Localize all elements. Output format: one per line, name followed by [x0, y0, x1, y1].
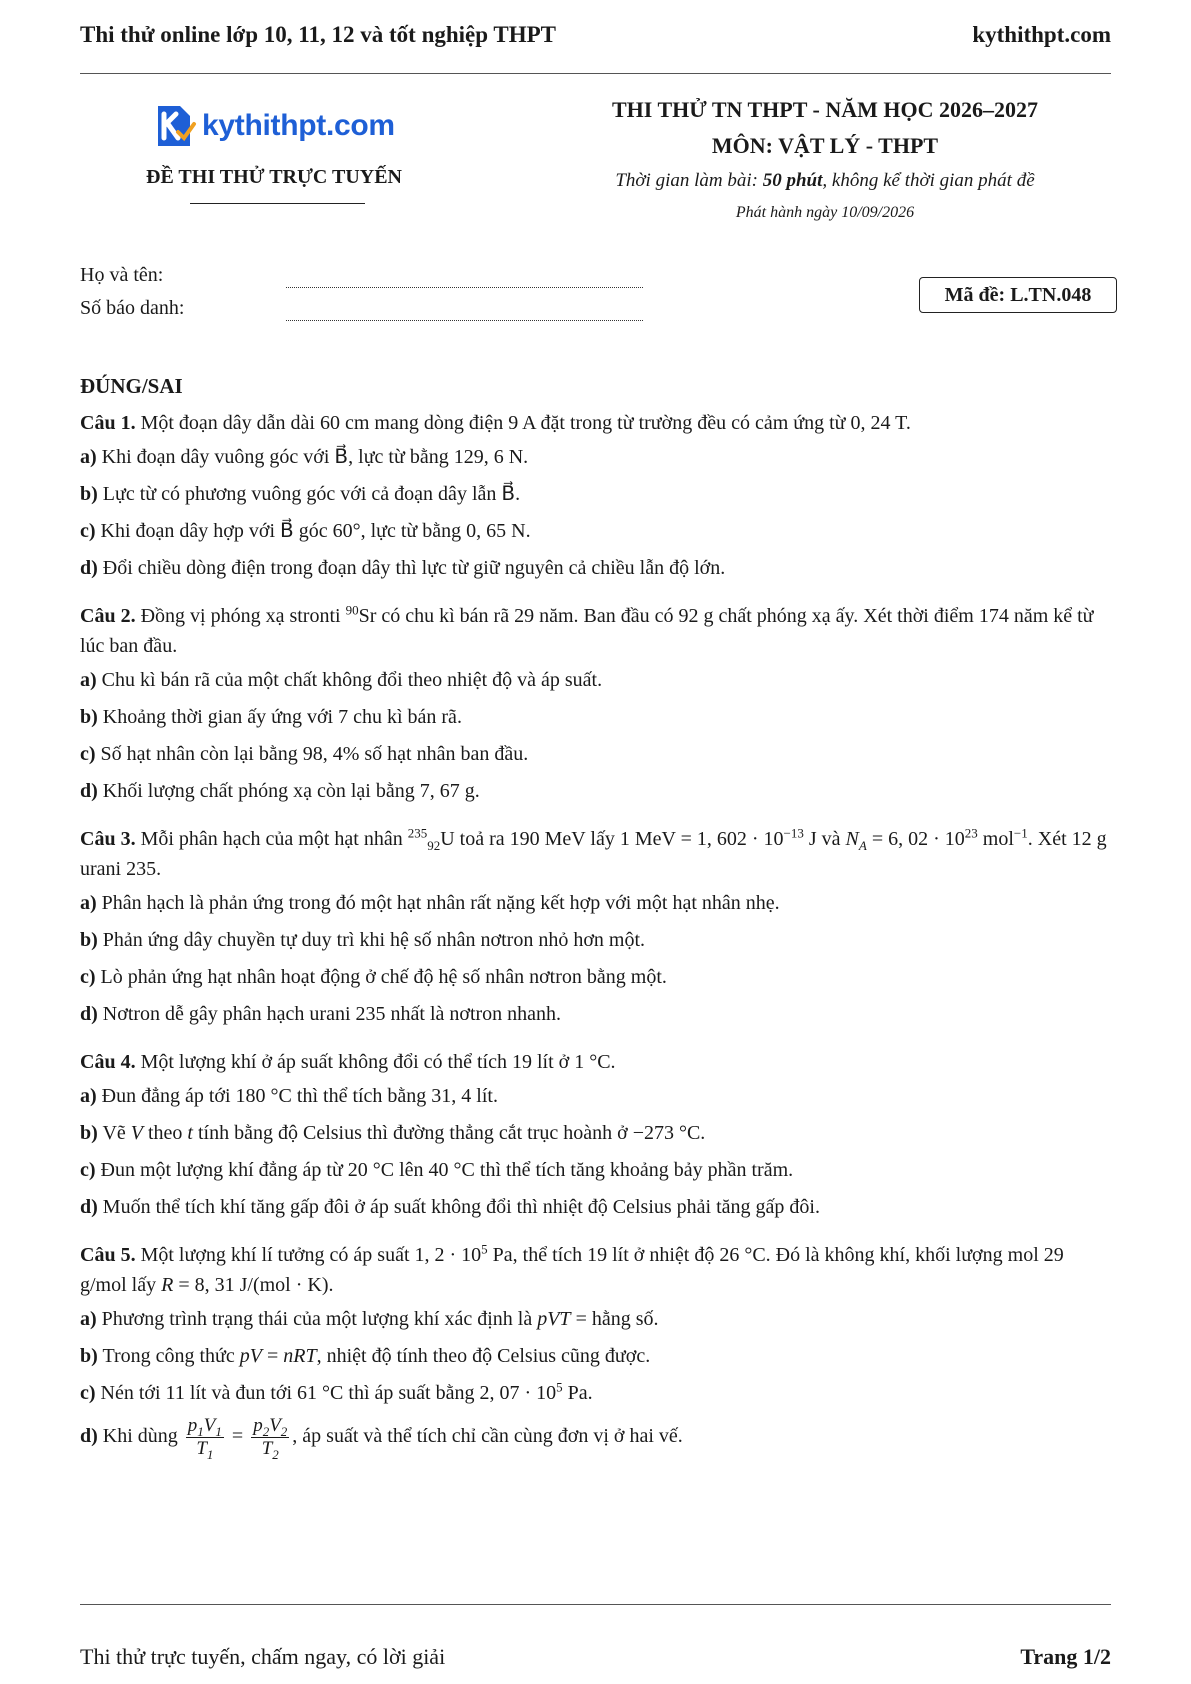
option-text: Trong công thức	[102, 1345, 240, 1367]
logo-word-part: kythi	[202, 109, 271, 142]
question-5	[80, 1240, 1111, 1460]
option-b: b) Khoảng thời gian ấy ứng với 7 chu kì bán rã.	[80, 706, 462, 728]
option-c: c) Nén tới 11 lít và đun tới 61 °C thì áp suất bằng 2, $07 \cdot 10^5$ Pa.	[80, 1379, 593, 1404]
math-symbol: pV	[239, 1345, 262, 1367]
option-a: a) Phân hạch là phản ứng trong đó một hạt nhân rất nặng kết hợp với một hạt nhân nhẹ.	[80, 892, 780, 914]
name-blank[interactable]	[286, 273, 643, 288]
option-text: theo	[142, 1122, 188, 1144]
superscript: −1	[1013, 825, 1028, 841]
exam-subject: MÔN: VẬT LÝ - THPT	[711, 133, 939, 158]
isotope-mass-number: 90	[345, 602, 359, 618]
question-label: Câu 4.	[80, 1051, 136, 1073]
subscript: 92	[427, 838, 441, 853]
section-heading: ĐÚNG/SAI	[80, 374, 183, 398]
logo-icon	[152, 102, 198, 150]
question-list	[80, 408, 1111, 1467]
option-d: d) Nơtron dễ gây phân hạch urani 235 nhất là nơtron nhanh.	[80, 1003, 562, 1025]
option-b: b) Vẽ V theo t tính bằng độ Celsius thì đường thẳng cắt trục hoành ở −273 °C.	[80, 1122, 706, 1144]
math-symbol: R	[161, 1274, 174, 1296]
question-stem	[80, 601, 1111, 661]
option-text: Số hạt nhân còn lại bằng 98, 4% số hạt nhân ban đầu.	[100, 743, 529, 765]
fraction-numerator: $p_2V_2$	[253, 1415, 288, 1439]
question-stem	[80, 1240, 1111, 1300]
option-text: , nhiệt độ tính theo độ Celsius cũng được.	[316, 1345, 651, 1367]
option-text: Đun đẳng áp tới 180 °C thì thể tích bằng 31, 4 lít.	[101, 1085, 498, 1107]
math-symbol: pVT	[537, 1308, 571, 1330]
question-stem	[80, 824, 1111, 884]
option-text: Khi dùng	[102, 1425, 183, 1448]
question-stem	[80, 408, 1111, 438]
id-field[interactable]	[80, 297, 184, 320]
question-label: Câu 1.	[80, 412, 136, 434]
option-text: Muốn thể tích khí tăng gấp đôi ở áp suất không đổi thì nhiệt độ Celsius phải tăng gấp đôi.	[102, 1196, 820, 1218]
duration-suffix: , không kể thời gian phát đề	[822, 170, 1035, 191]
option-b: b) Lực từ có phương vuông góc với cả đoạn dây lẫn B⃗.	[80, 483, 521, 505]
option-text: Khi đoạn dây hợp với B⃗ góc 60°, lực từ bằng 0, 65 N.	[100, 520, 531, 542]
question-4	[80, 1047, 1111, 1222]
subscript: A	[858, 838, 867, 853]
option-text: Vẽ	[102, 1122, 131, 1144]
question-text: Đồng vị phóng xạ stronti	[135, 605, 346, 627]
header-site-tagline: Thi thử online lớp 10, 11, 12 và tốt nghiệp THPT	[80, 22, 556, 47]
math-symbol: V	[130, 1122, 143, 1144]
option-text: Phản ứng dây chuyền tự duy trì khi hệ số nhân nơtron nhỏ hơn một.	[102, 929, 646, 951]
logo-wordmark	[202, 109, 395, 143]
option-d: d) Đổi chiều dòng điện trong đoạn dây thì lực từ giữ nguyên cả chiều lẫn độ lớn.	[80, 557, 726, 579]
fraction-left	[186, 1415, 224, 1460]
option-c: c) Đun một lượng khí đẳng áp từ 20 °C lên 40 °C thì thể tích tăng khoảng bảy phần trăm.	[80, 1159, 794, 1181]
option-a: a) Đun đẳng áp tới 180 °C thì thể tích bằng 31, 4 lít.	[80, 1085, 498, 1107]
superscript: −13	[783, 825, 804, 841]
fraction-denominator: $T_1$	[196, 1438, 214, 1462]
math-symbol: t	[187, 1122, 193, 1144]
question-text: J và	[803, 828, 846, 850]
superscript: 23	[964, 825, 978, 841]
duration-value: 50 phút	[762, 170, 823, 191]
question-3	[80, 824, 1111, 1029]
option-text: Khối lượng chất phóng xạ còn lại bằng 7, 67 g.	[102, 780, 480, 802]
option-a: a) Phương trình trạng thái của một lượng khí xác định là pVT = hằng số.	[80, 1308, 659, 1330]
option-text: Lực từ có phương vuông góc với cả đoạn dây lẫn B⃗.	[102, 483, 521, 505]
option-text: Phân hạch là phản ứng trong đó một hạt nhân rất nặng kết hợp với một hạt nhân nhẹ.	[101, 892, 780, 914]
option-d: d) Khi dùng $\frac{p_1V_1}{T_1}$ = $\frac{p_2V_2}{T_2}$ , áp suất và thể tích chỉ cần cùng đơn vị ở hai vế.	[80, 1415, 683, 1462]
option-text: Đổi chiều dòng điện trong đoạn dây thì lực từ giữ nguyên cả chiều lẫn độ lớn.	[102, 557, 726, 579]
question-label: Câu 3.	[80, 828, 136, 850]
id-blank[interactable]	[286, 306, 643, 321]
option-text: , áp suất và thể tích chỉ cần cùng đơn vị ở hai vế.	[292, 1425, 683, 1448]
option-d: d) Muốn thể tích khí tăng gấp đôi ở áp suất không đổi thì nhiệt độ Celsius phải tăng gấp đôi.	[80, 1196, 820, 1218]
question-text: = 6, 02 · 10	[866, 828, 965, 850]
question-text: Sr có chu kì bán rã 29 năm. Ban đầu có 92 g chất phóng xạ ấy. Xét thời điểm 174 năm kể từ lúc ban đầu.	[80, 605, 1094, 657]
question-text: mol	[977, 828, 1014, 850]
question-text: = 8, 31 J/(mol · K).	[173, 1274, 334, 1296]
option-text: Khoảng thời gian ấy ứng với 7 chu kì bán rã.	[102, 706, 462, 728]
footer-divider	[80, 1604, 1111, 1605]
question-text: Một đoạn dây dẫn dài 60 cm mang dòng điện 9 A đặt trong từ trường đều có cảm ứng từ 0, 24 T.	[135, 412, 911, 434]
option-c: c) Khi đoạn dây hợp với B⃗ góc 60°, lực từ bằng 0, 65 N.	[80, 520, 531, 542]
release-date: Phát hành ngày 10/09/2026	[735, 204, 915, 221]
exam-duration	[555, 170, 1095, 192]
footer-tagline: Thi thử trực tuyến, chấm ngay, có lời giải	[80, 1644, 446, 1669]
option-text: =	[261, 1345, 284, 1367]
option-text: Phương trình trạng thái của một lượng khí xác định là	[101, 1308, 538, 1330]
online-label-underline	[190, 203, 365, 204]
option-text: = hằng số.	[570, 1308, 659, 1330]
option-c: c) Lò phản ứng hạt nhân hoạt động ở chế độ hệ số nhân nơtron bằng một.	[80, 966, 667, 988]
question-stem	[80, 1047, 1111, 1077]
option-a: a) Khi đoạn dây vuông góc với B⃗, lực từ bằng 129, 6 N.	[80, 446, 529, 468]
header-site-url[interactable]: kythithpt.com	[972, 22, 1111, 47]
question-text: Pa, thể tích 19 lít ở nhiệt độ 26 °C. Đó là không khí, khối lượng mol 29 g/mol lấy	[80, 1244, 1064, 1296]
option-text: Đun một lượng khí đẳng áp từ 20 °C lên 40 °C thì thể tích tăng khoảng bảy phần trăm.	[100, 1159, 794, 1181]
option-text: Nén tới 11 lít và đun tới 61 °C thì áp suất bằng 2, 07 · 10	[100, 1382, 557, 1404]
option-d: d) Khối lượng chất phóng xạ còn lại bằng 7, 67 g.	[80, 780, 480, 802]
math-symbol: nRT	[283, 1345, 317, 1367]
question-text: U toả ra 190 MeV lấy 1 MeV = 1, 602 · 10	[440, 828, 784, 850]
question-label: Câu 5.	[80, 1244, 136, 1266]
logo-word-part: .com	[325, 109, 395, 142]
option-text: Lò phản ứng hạt nhân hoạt động ở chế độ hệ số nhân nơtron bằng một.	[100, 966, 667, 988]
superscript: 235	[407, 825, 428, 841]
brand-logo	[152, 102, 395, 150]
name-label: Họ và tên:	[80, 264, 164, 286]
logo-word-part: thpt	[270, 109, 326, 142]
option-c: c) Số hạt nhân còn lại bằng 98, 4% số hạt nhân ban đầu.	[80, 743, 529, 765]
fraction-numerator: $p_1V_1$	[187, 1415, 222, 1439]
option-a: a) Chu kì bán rã của một chất không đổi theo nhiệt độ và áp suất.	[80, 669, 603, 691]
option-text: Khi đoạn dây vuông góc với B⃗, lực từ bằng 129, 6 N.	[101, 446, 529, 468]
option-text: Nơtron dễ gây phân hạch urani 235 nhất là nơtron nhanh.	[102, 1003, 562, 1025]
page-number: Trang 1/2	[1020, 1644, 1111, 1669]
exam-code-box: Mã đề: L.TN.048	[919, 277, 1117, 313]
question-1	[80, 408, 1111, 583]
option-text: Pa.	[562, 1382, 593, 1404]
superscript: 5	[556, 1379, 563, 1395]
online-exam-label: ĐỀ THI THỬ TRỰC TUYẾN	[146, 166, 402, 188]
question-2	[80, 601, 1111, 806]
exam-title: THI THỬ TN THPT - NĂM HỌC 2026–2027	[612, 97, 1038, 122]
option-b: b) Trong công thức pV = nRT, nhiệt độ tính theo độ Celsius cũng được.	[80, 1345, 651, 1367]
question-text: Một lượng khí ở áp suất không đổi có thể tích 19 lít ở 1 °C.	[135, 1051, 616, 1073]
superscript: 5	[481, 1241, 488, 1257]
question-text: Mỗi phân hạch của một hạt nhân	[135, 828, 408, 850]
question-label: Câu 2.	[80, 605, 136, 627]
id-label: Số báo danh:	[80, 297, 185, 319]
fraction-right	[251, 1415, 289, 1460]
option-text: Chu kì bán rã của một chất không đổi theo nhiệt độ và áp suất.	[101, 669, 603, 691]
option-text: tính bằng độ Celsius thì đường thẳng cắt trục hoành ở −273 °C.	[192, 1122, 706, 1144]
fraction-denominator: $T_2$	[261, 1438, 279, 1462]
duration-prefix: Thời gian làm bài:	[615, 170, 763, 191]
math-symbol: N	[845, 828, 859, 850]
name-field[interactable]	[80, 264, 163, 287]
header-divider	[80, 73, 1111, 74]
question-text: . Xét 12 g urani 235.	[80, 828, 1107, 880]
option-b: b) Phản ứng dây chuyền tự duy trì khi hệ số nhân nơtron nhỏ hơn một.	[80, 929, 646, 951]
question-text: Một lượng khí lí tưởng có áp suất 1, 2 · 10	[135, 1244, 482, 1266]
